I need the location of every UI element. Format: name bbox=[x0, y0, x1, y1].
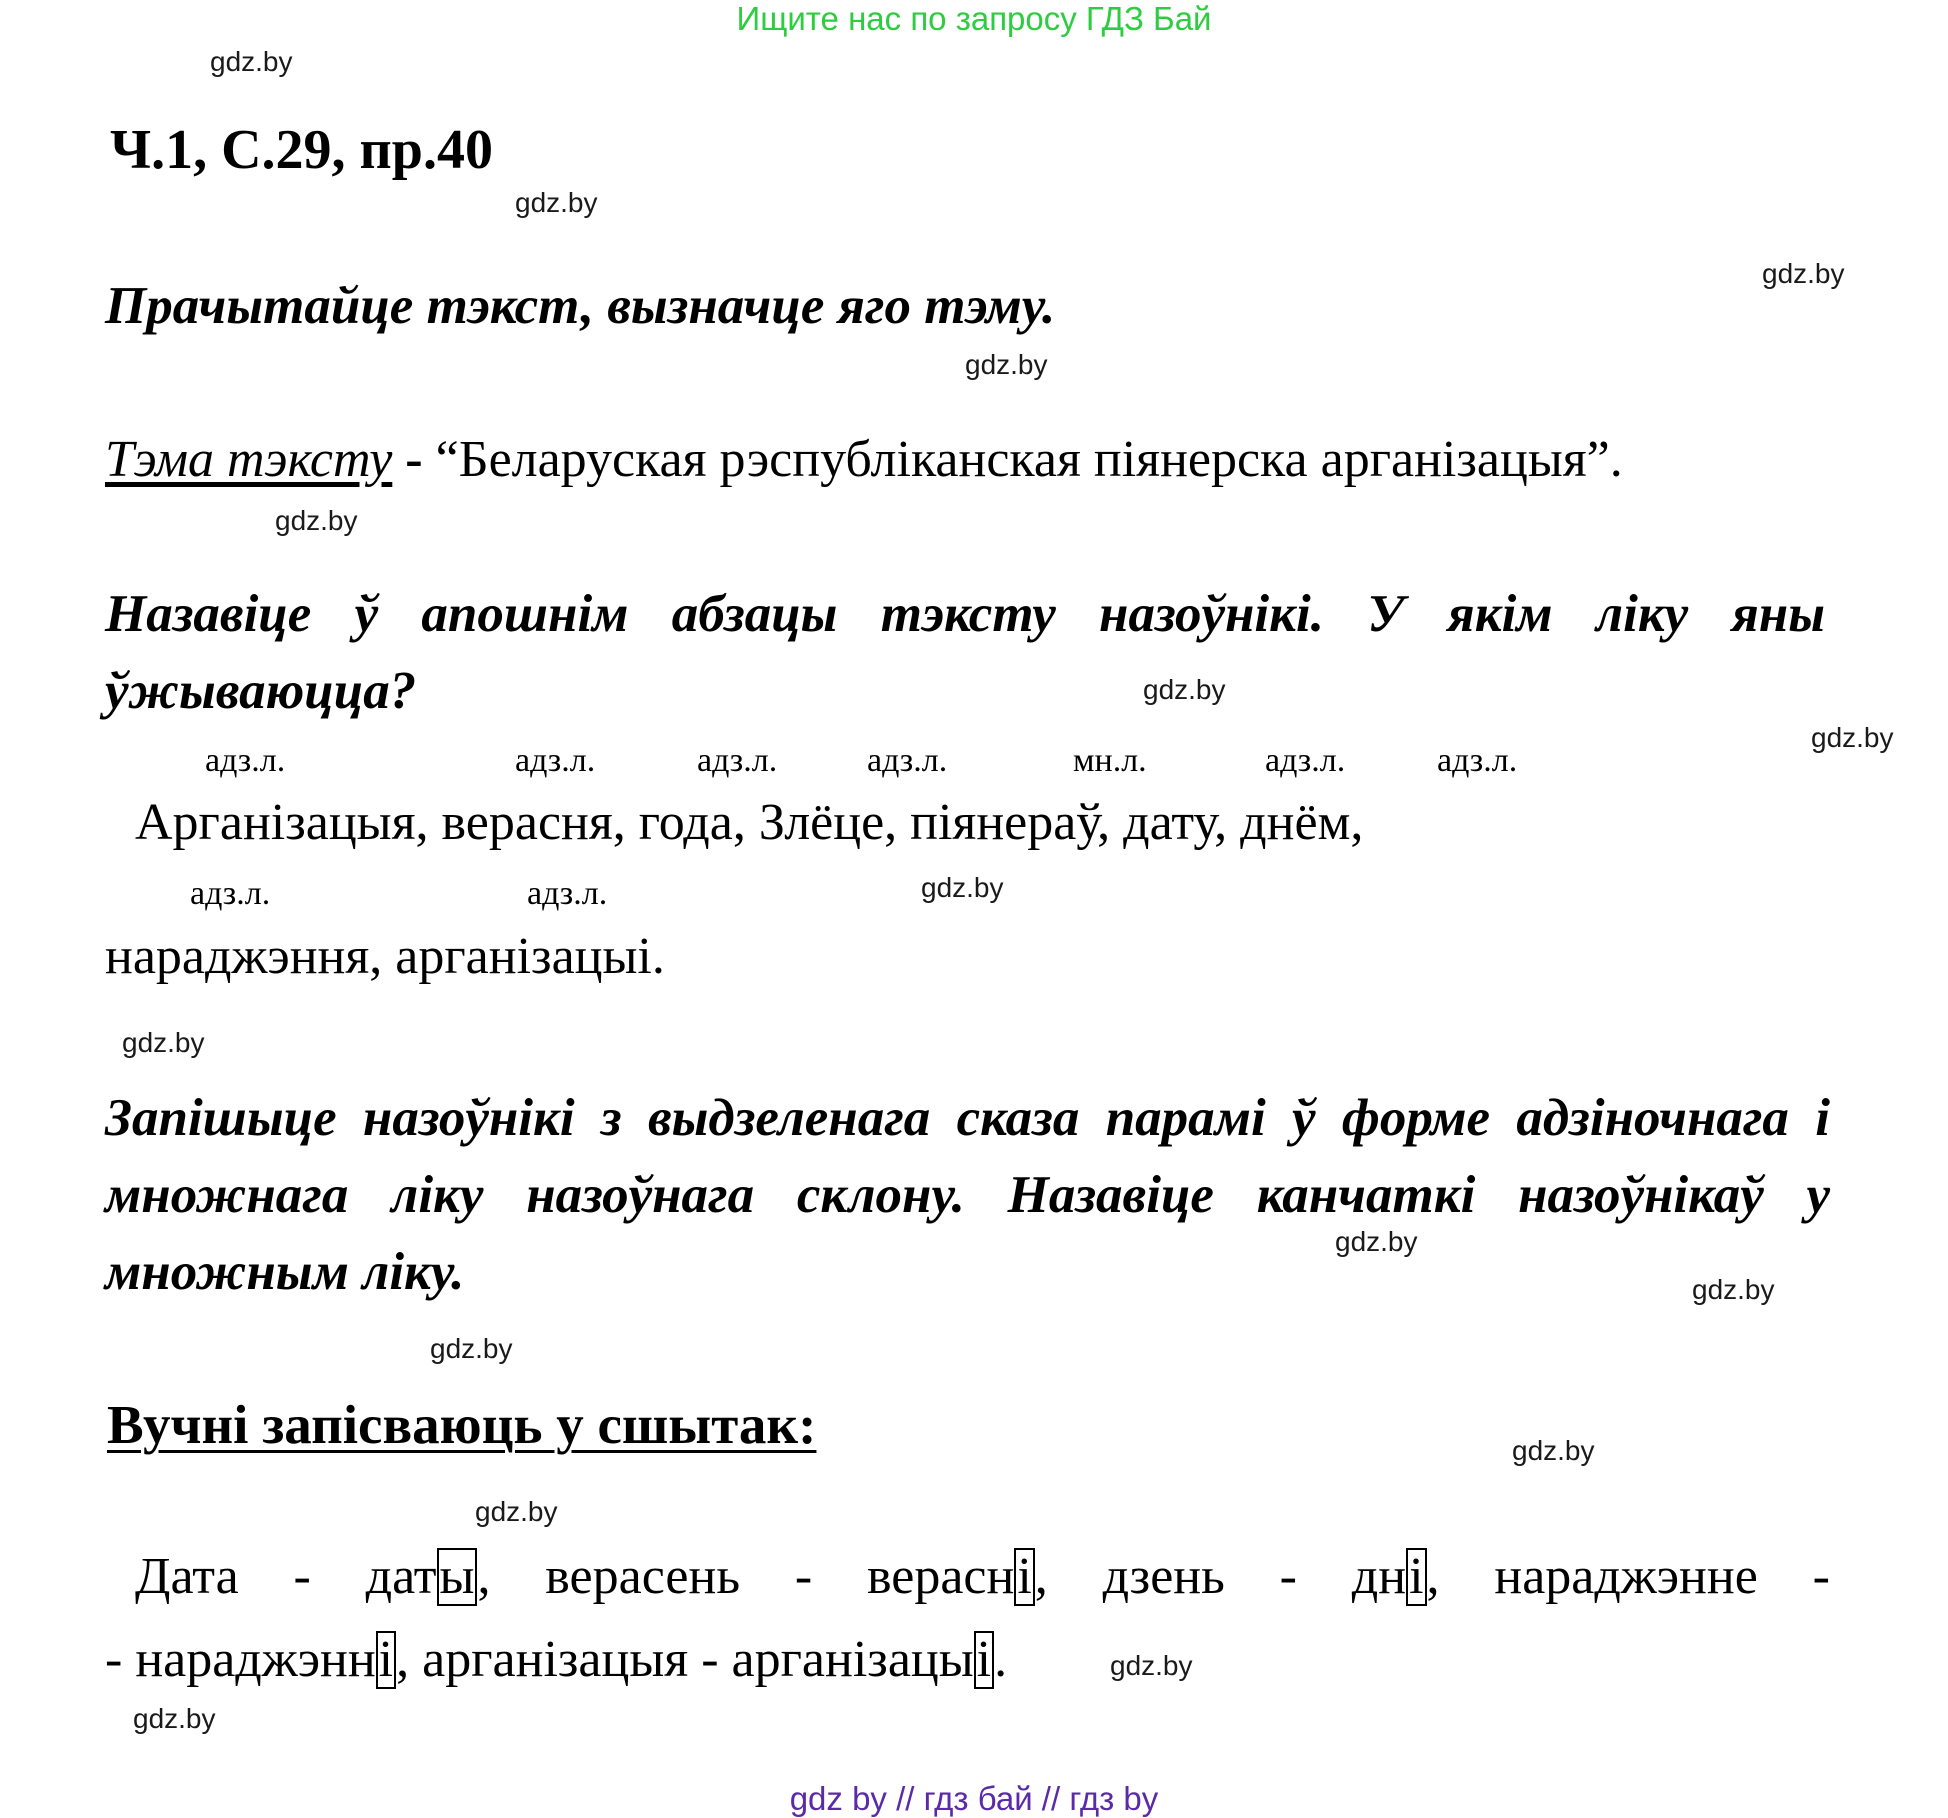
exercise-heading: Ч.1, С.29, пр.40 bbox=[110, 119, 493, 181]
watermark: gdz.by bbox=[965, 349, 1048, 380]
answer-word: даты, bbox=[365, 1548, 491, 1605]
task-instruction-1: Прачытайце тэкст, вызначце яго тэму. bbox=[105, 277, 1056, 335]
nouns-line-2: нараджэння, арганізацыі. bbox=[105, 928, 665, 985]
watermark: gdz.by bbox=[1762, 258, 1845, 289]
answer-dash: - bbox=[1279, 1548, 1297, 1605]
watermark: gdz.by bbox=[475, 1496, 558, 1527]
topic-text: “Беларуская рэспубліканская піянерска арганізацыя”. bbox=[435, 431, 1623, 488]
topic-line bbox=[105, 430, 1623, 489]
answer-word: дзень bbox=[1102, 1548, 1225, 1605]
ending-box: і bbox=[1014, 1548, 1034, 1606]
number-note: адз.л. bbox=[190, 875, 271, 912]
answer-dash: - bbox=[1812, 1548, 1830, 1605]
ending-box: і bbox=[974, 1631, 994, 1689]
watermark: gdz.by bbox=[515, 187, 598, 218]
number-note: адз.л. bbox=[697, 742, 778, 779]
watermark: gdz.by bbox=[921, 872, 1004, 903]
nouns-line-1: Арганізацыя, верасня, года, Злёце, піянераў, дату, днём, bbox=[135, 794, 1364, 851]
answer-word: дні, bbox=[1351, 1548, 1440, 1605]
topic-dash: - bbox=[392, 431, 436, 488]
answer-word: нараджэнне bbox=[1494, 1548, 1758, 1605]
watermark: gdz.by bbox=[430, 1333, 513, 1364]
number-note: адз.л. bbox=[515, 742, 596, 779]
answer-line-1 bbox=[135, 1547, 1830, 1606]
watermark: gdz.by bbox=[1811, 722, 1894, 753]
watermark: gdz.by bbox=[1110, 1650, 1193, 1681]
answer-word: Дата bbox=[135, 1548, 239, 1605]
watermark: gdz.by bbox=[210, 46, 293, 77]
number-note: мн.л. bbox=[1073, 742, 1147, 779]
task-instruction-2: Назавіце ў апошнім абзацы тэксту назоўнікі. У якім ліку яны ўжываюцца? bbox=[105, 585, 1825, 720]
watermark: gdz.by bbox=[1143, 674, 1226, 705]
number-note: адз.л. bbox=[1265, 742, 1346, 779]
number-note: адз.л. bbox=[867, 742, 948, 779]
top-banner: Ищите нас по запросу ГДЗ Бай bbox=[736, 0, 1212, 37]
number-note: адз.л. bbox=[527, 875, 608, 912]
number-note: адз.л. bbox=[1437, 742, 1518, 779]
watermark: gdz.by bbox=[1335, 1226, 1418, 1257]
number-note: адз.л. bbox=[205, 742, 286, 779]
watermark: gdz.by bbox=[1692, 1274, 1775, 1305]
watermark: gdz.by bbox=[275, 505, 358, 536]
task-instruction-3: Запішыце назоўнікі з выдзеленага сказа парамі ў форме адзіночнага і множнага ліку назоўнага склону. Назавіце канчаткі назоўнікаў у множным ліку. bbox=[105, 1089, 1830, 1301]
topic-label: Тэма тэксту bbox=[105, 431, 393, 488]
notebook-heading: Вучні запісваюць у сшытак: bbox=[107, 1394, 817, 1455]
answer-dash: - bbox=[293, 1548, 311, 1605]
ending-box: і bbox=[376, 1631, 396, 1689]
ending-box: і bbox=[1406, 1548, 1426, 1606]
footer-links: gdz by // гдз бай // гдз by bbox=[789, 1780, 1159, 1817]
ending-box: ы bbox=[437, 1548, 478, 1606]
watermark: gdz.by bbox=[122, 1027, 205, 1058]
answer-word: верасень bbox=[545, 1548, 741, 1605]
watermark: gdz.by bbox=[133, 1703, 216, 1734]
answer-dash: - bbox=[794, 1548, 813, 1605]
answer-word: верасні, bbox=[866, 1548, 1048, 1605]
answer-line-2: - нараджэнні, арганізацыя - арганізацыі. bbox=[105, 1631, 1008, 1688]
watermark: gdz.by bbox=[1512, 1435, 1595, 1466]
